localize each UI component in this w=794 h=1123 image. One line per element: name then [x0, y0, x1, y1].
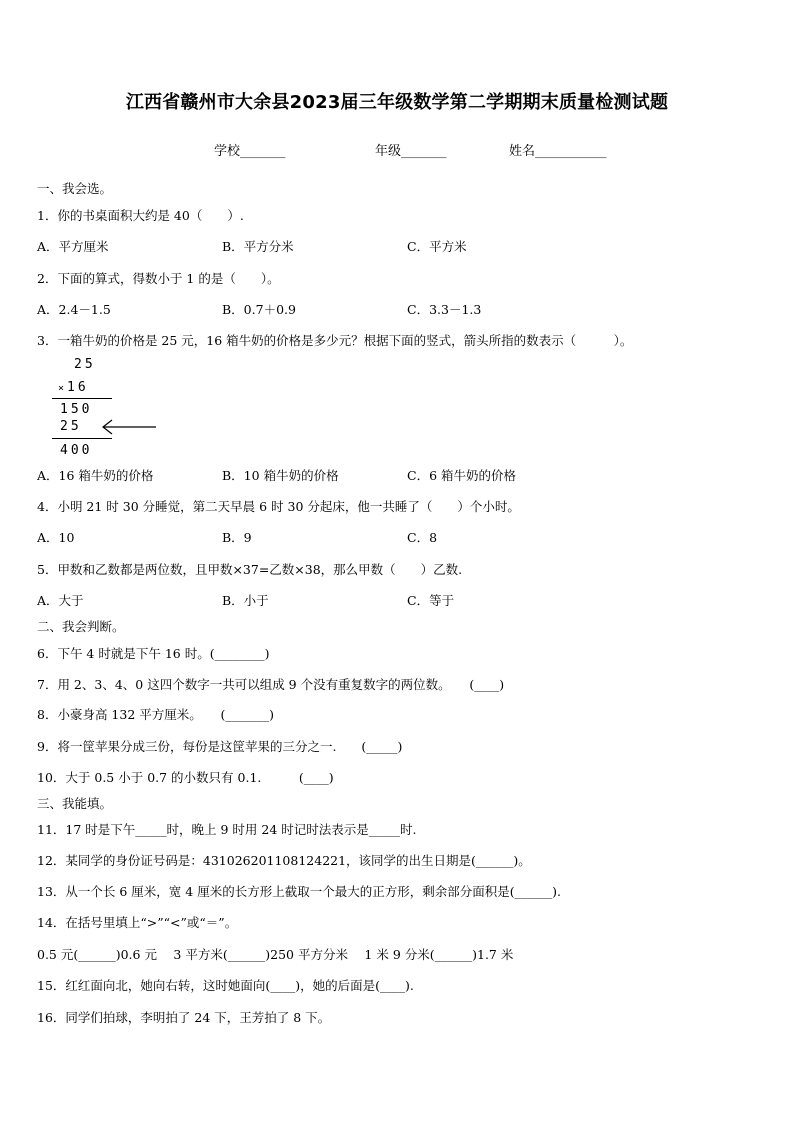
q1-option-c: C．平方米	[407, 239, 467, 254]
arrow-left-icon	[98, 417, 158, 437]
q4-option-c: C．8	[407, 530, 438, 545]
calc-row-5: 400	[60, 443, 93, 458]
page-title: 江西省赣州市大余县2023届三年级数学第二学期期末质量检测试题	[125, 92, 669, 113]
calc-rule	[52, 398, 112, 399]
q3-option-b: B．10 箱牛奶的价格	[222, 468, 339, 483]
section-heading: 三、我能填。	[37, 796, 113, 811]
school-field: 学校_______	[214, 144, 286, 159]
question-15: 15．红红面向北，她向右转，这时她面向(____)，她的后面是(____).	[37, 978, 414, 993]
question-12: 12．某同学的身份证号码是：431026201108124221，该同学的出生日期是(______)。	[37, 853, 531, 868]
q2-option-b: B．0.7＋0.9	[222, 302, 296, 317]
q4-option-b: B．9	[222, 530, 252, 545]
times-sign: ×	[58, 383, 65, 394]
question-16: 16．同学们拍球，李明拍了 24 下，王芳拍了 8 下。	[37, 1010, 331, 1025]
q2-option-c: C．3.3－1.3	[407, 302, 482, 317]
question-4: 4．小明 21 时 30 分睡觉，第二天早晨 6 时 30 分起床，他一共睡了（ ）个小时。	[37, 499, 520, 514]
calc-row-4: 25	[60, 419, 82, 434]
calc-row-1: 25	[74, 357, 96, 372]
q4-option-a: A．10	[37, 530, 75, 545]
calc-row-2	[58, 380, 89, 395]
section-heading: 一、我会选。	[37, 181, 113, 196]
calc-multiplier: 16	[67, 380, 89, 395]
q5-option-a: A．大于	[37, 593, 84, 608]
section-heading: 二、我会判断。	[37, 619, 125, 634]
question-8: 8．小豪身高 132 平方厘米。 (_______)	[37, 707, 275, 722]
q3-option-a: A．16 箱牛奶的价格	[37, 468, 154, 483]
question-3: 3．一箱牛奶的价格是 25 元，16 箱牛奶的价格是多少元？根据下面的竖式，箭头所指的数表示（ ）。	[37, 333, 633, 348]
q1-option-b: B．平方分米	[222, 239, 294, 254]
q5-option-b: B．小于	[222, 593, 269, 608]
question-2: 2．下面的算式，得数小于 1 的是（ ）。	[37, 271, 280, 286]
calc-rule	[52, 438, 112, 439]
question-14-items: 0.5 元(______)0.6 元 3 平方米(______)250 平方分米 1 米 9 分米(______)1.7 米	[37, 947, 514, 962]
calc-row-3: 150	[60, 402, 93, 417]
question-5: 5．甲数和乙数都是两位数，且甲数×37=乙数×38，那么甲数（ ）乙数.	[37, 562, 463, 577]
grade-field: 年级_______	[375, 144, 447, 159]
question-11: 11．17 时是下午_____时，晚上 9 时用 24 时记时法表示是_____时.	[37, 822, 417, 837]
question-7: 7．用 2、3、4、0 这四个数字一共可以组成 9 个没有重复数字的两位数。 (____)	[37, 677, 505, 692]
question-10: 10．大于 0.5 小于 0.7 的小数只有 0.1. (____)	[37, 770, 334, 785]
question-14: 14．在括号里填上“>”“<”或“＝”。	[37, 915, 238, 930]
q3-option-c: C．6 箱牛奶的价格	[407, 468, 516, 483]
question-13: 13．从一个长 6 厘米，宽 4 厘米的长方形上截取一个最大的正方形，剩余部分面积是(______).	[37, 884, 561, 899]
question-9: 9．将一筐苹果分成三份，每份是这筐苹果的三分之一. (_____)	[37, 739, 403, 754]
q2-option-a: A．2.4－1.5	[37, 302, 111, 317]
question-6: 6．下午 4 时就是下午 16 时。(________)	[37, 646, 270, 661]
question-1: 1．你的书桌面积大约是 40（ ）.	[37, 208, 244, 223]
name-field: 姓名___________	[509, 144, 607, 159]
q1-option-a: A．平方厘米	[37, 239, 109, 254]
q5-option-c: C．等于	[407, 593, 455, 608]
